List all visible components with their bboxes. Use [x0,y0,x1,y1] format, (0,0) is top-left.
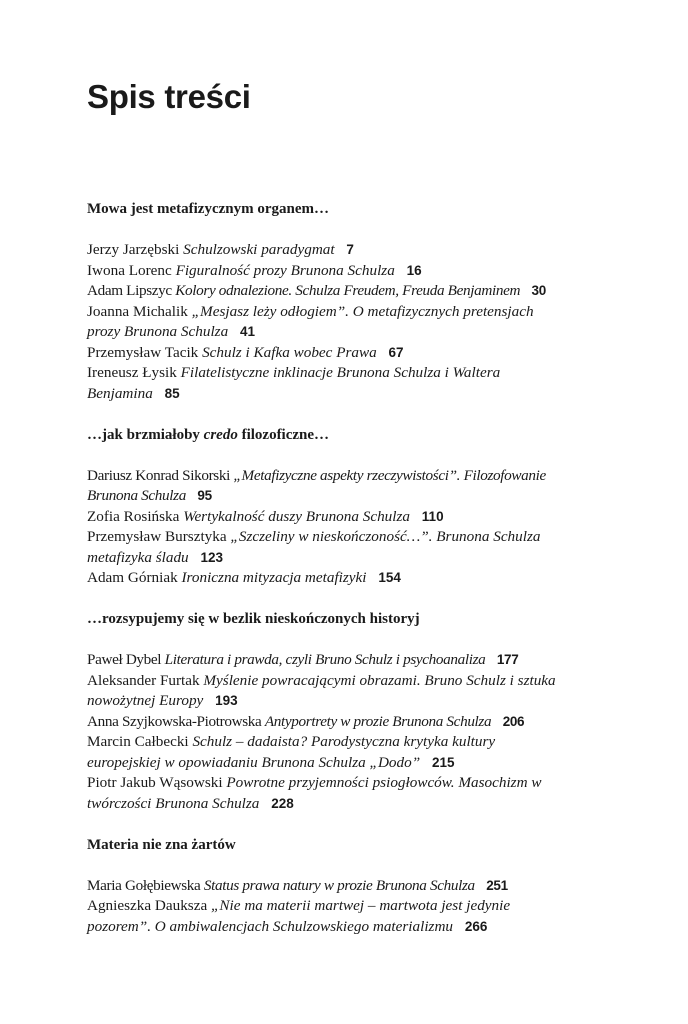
entry-page-number: 251 [486,877,508,893]
entry-author: Iwona Lorenc [87,261,172,279]
entry-author: Anna Szyjkowska-Piotrowska [87,712,262,730]
toc-entry [87,302,559,343]
toc-entry [87,527,559,568]
toc-entry [87,240,559,261]
entry-title: Schulzowski paradygmat [183,241,335,258]
entry-author: Maria Gołębiewska [87,876,201,894]
entry-title: „Metafizyczne aspekty rzeczywistości”. Filozofowanie Brunona Schulza [87,466,546,504]
entry-author: Przemysław Tacik [87,343,199,361]
toc-entry [87,876,559,897]
entry-title: Schulz – dadaista? Parodystyczna krytyka kultury europejskiej w opowiadaniu Brunona Schulza „Dodo” [87,733,496,771]
entry-author: Zofia Rosińska [87,507,180,525]
entry-title: Ironiczna mityzacja metafizyki [181,569,367,586]
toc-entry [87,261,559,282]
entry-author: Jerzy Jarzębski [87,241,180,258]
entry-title: Antyportrety w prozie Brunona Schulza [264,712,492,730]
entry-title: Myślenie powracającymi obrazami. Bruno Schulz i sztuka nowożytnej Europy [87,671,556,709]
entry-page-number: 215 [431,754,455,770]
toc-entry [87,568,559,589]
toc-section [87,199,559,404]
entry-author: Adam Górniak [87,569,178,586]
entry-page-number: 110 [421,508,444,524]
page-title: Spis treści [87,78,251,115]
entry-author: Ireneusz Łysik [87,364,177,381]
entry-author: Marcin Całbecki [87,733,189,750]
toc-entry [87,343,559,364]
entry-author: Agnieszka Dauksza [87,897,208,914]
toc-entry [87,363,559,404]
section-heading: …rozsypujemy się w bezlik nieskończonych historyj [87,611,420,627]
entry-author: Przemysław Bursztyka [87,528,227,545]
entry-page-number: 85 [164,385,180,401]
entry-title: Figuralność prozy Brunona Schulza [175,261,395,279]
entry-page-number: 95 [197,488,212,503]
entry-page-number: 154 [378,570,401,585]
entry-page-number: 177 [496,652,519,667]
toc-entry [87,712,559,733]
entry-page-number: 193 [215,693,238,708]
entry-page-number: 266 [464,918,488,934]
entry-title: „Mesjasz leży odłogiem”. O metafizycznych pretensjach prozy Brunona Schulza [87,302,534,340]
entry-page-number: 228 [271,795,294,811]
entry-author: Dariusz Konrad Sikorski [87,466,230,484]
toc-entry [87,507,559,528]
toc-entry [87,732,559,773]
entry-title: Schulz i Kafka wobec Prawa [202,343,377,361]
entry-page-number: 67 [388,344,404,360]
toc-entry [87,896,559,937]
toc-entry [87,773,559,814]
section-heading: Mowa jest metafizycznym organem… [87,201,329,217]
entry-author: Joanna Michalik [87,302,188,320]
table-of-contents [87,199,559,958]
entry-title: „Nie ma materii martwej – martwota jest jedynie pozorem”. O ambiwalencjach Schulzowskiego materializmu [87,897,511,935]
toc-section [87,609,559,814]
entry-author: Aleksander Furtak [87,671,200,689]
entry-page-number: 206 [502,713,525,729]
toc-entry [87,671,559,712]
toc-entry [87,650,559,671]
entry-page-number: 123 [200,549,223,565]
section-heading: …jak brzmiałoby credo filozoficzne… [87,426,330,443]
entry-page-number: 41 [239,324,256,339]
toc-entry [87,466,559,507]
entry-author: Adam Lipszyc [87,282,172,299]
toc-section [87,835,559,938]
section-heading: Materia nie zna żartów [87,836,236,853]
entry-author: Paweł Dybel [87,651,162,668]
entry-title: Wertykalność duszy Brunona Schulza [183,507,410,525]
entry-page-number: 30 [531,283,546,298]
toc-entry [87,281,559,302]
entry-title: Powrotne przyjemności psiogłowców. Masochizm w twórczości Brunona Schulza [87,774,542,812]
entry-title: Filatelistyczne inklinacje Brunona Schulza i Waltera Benjamina [87,364,501,402]
entry-author: Piotr Jakub Wąsowski [87,774,223,791]
entry-page-number: 7 [346,242,354,257]
entry-title: Status prawa natury w prozie Brunona Schulza [203,876,475,894]
toc-section [87,425,559,589]
entry-title: Kolory odnalezione. Schulza Freudem, Freuda Benjaminem [175,282,521,299]
entry-page-number: 16 [406,262,422,278]
entry-title: Literatura i prawda, czyli Bruno Schulz i psychoanaliza [164,651,486,668]
entry-title: „Szczeliny w nieskończoność…”. Brunona Schulza metafizyka śladu [87,528,541,566]
